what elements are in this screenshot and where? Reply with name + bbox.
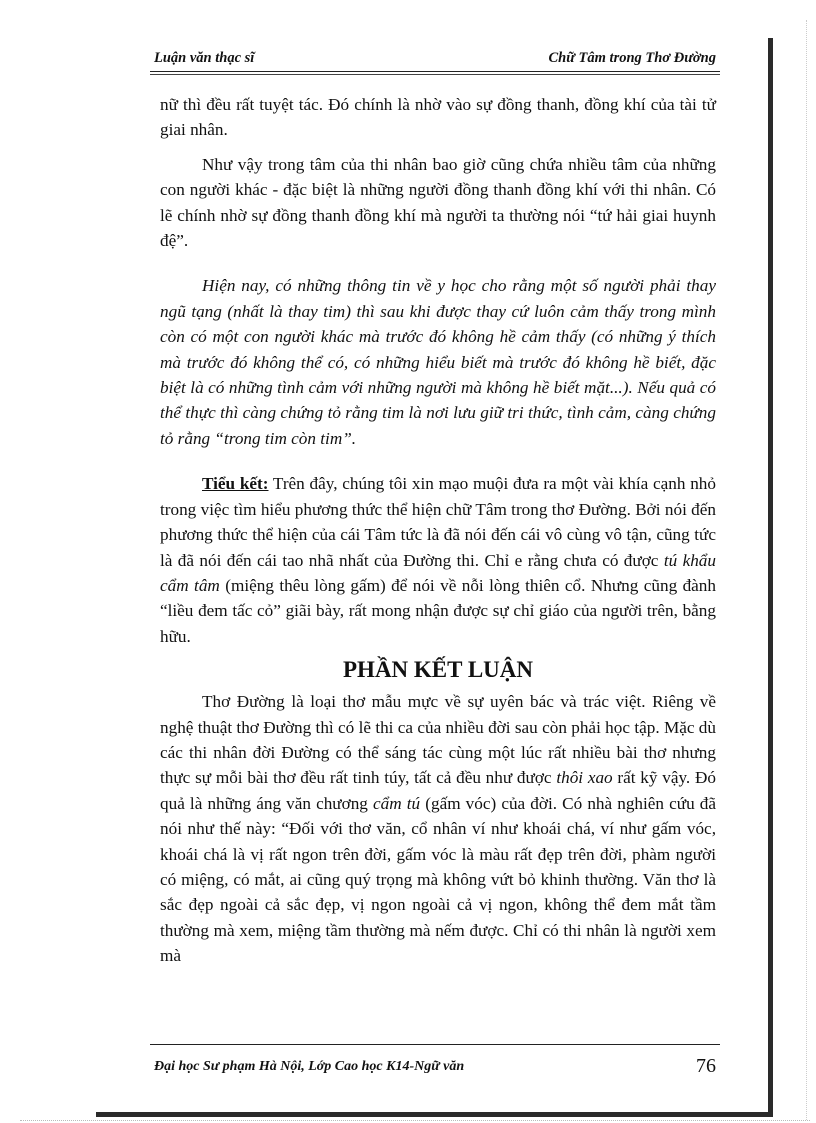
summary-text-b: (miệng thêu lòng gấm) để nói về nỗi lòng thiên cổ. Nhưng cũng đành “liều đem tấc cỏ” giãi bày, rất mong nhận được sự chỉ giáo của người trên, bằng hữu. [160, 575, 716, 646]
header-left-title: Luận văn thạc sĩ [154, 50, 255, 66]
conclusion-italic-thoi-xao: thôi xao [556, 768, 613, 788]
summary-label: Tiểu kết: [202, 474, 269, 494]
paragraph-medical-note: Hiện nay, có những thông tin về y học cho rằng một số người phải thay ngũ tạng (nhất là thay tim) thì sau khi được thay cứ luôn cảm thấy trong mình còn có một con người khác mà trước đó không hề cảm thấy (có những ý thích mà trước đó không thể có, có những hiểu biết mà trước đó không hề biết, đặc biệt là có những tình cảm với những người mà không hề biết mặt...). Nếu quả có thể thực thì càng chứng tỏ rằng tim là nơi lưu giữ tri thức, tình cảm, càng chứng tỏ rằng “trong tim còn tim”. [160, 276, 716, 448]
conclusion-text-b: rất kỹ vậy. Đó quả là những áng văn chương [160, 768, 716, 813]
paragraph-summary [160, 471, 716, 649]
page-border-shadow-bottom [96, 1112, 773, 1117]
page-body [160, 92, 716, 969]
conclusion-text-a: Thơ Đường là loại thơ mẫu mực về sự uyên bác và trác việt. Riêng về nghệ thuật thơ Đường thì có lẽ thi ca của nhiều đời sau còn phải học tập. Mặc dù các thi nhân đời Đường có thể sáng tác cùng một lúc rất nhiều bài thơ nhưng thực sự mỗi bài thơ đều rất tinh túy, tất cả đều như được [160, 692, 716, 788]
page-header [150, 46, 720, 70]
header-right-title: Chữ Tâm trong Thơ Đường [548, 50, 716, 66]
section-title: PHẦN KẾT LUẬN [343, 657, 533, 683]
footer-institution: Đại học Sư phạm Hà Nội, Lớp Cao học K14-Ngữ văn [154, 1059, 465, 1074]
summary-text-a: Trên đây, chúng tôi xin mạo muội đưa ra một vài khía cạnh nhỏ trong việc tìm hiểu phương thức thể hiện chữ Tâm trong thơ Đường. Bởi nói đến phương thức thể hiện của cái Tâm tức là đã nói đến cái vô cùng vô tận, cũng tức là đã nói đến cái tao nhã nhất của Đường thi. Chỉ e rằng chưa có được [160, 474, 716, 570]
paragraph-continuation: nữ thì đều rất tuyệt tác. Đó chính là nhờ vào sự đồng thanh, đồng khí của tài tử giai nhân. [160, 95, 716, 140]
footer-rule [150, 1044, 720, 1045]
page-edge-dotted-right [806, 20, 807, 1120]
page-edge-dotted-bottom [20, 1120, 810, 1121]
paragraph-conclusion [160, 689, 716, 968]
conclusion-italic-cam-tu: cẩm tú [373, 793, 421, 813]
conclusion-text-c: (gấm vóc) của đời. Có nhà nghiên cứu đã nói như thế này: “Đối với thơ văn, cổ nhân ví như khoái chá, ví như gấm vóc, khoái chá là vị rất ngon trên đời, gấm vóc là màu rất đẹp trên đời, phàm người có miệng, có mắt, ai cũng quý trọng mà không vứt bỏ khinh thường. Văn thơ là sắc đẹp ngoài cả sắc đẹp, vị ngon ngoài cả vị ngon, không thể đem mắt tầm thường mà xem, miệng tầm thường mà nếm được. Chỉ có thi nhân là người xem mà [160, 793, 716, 966]
summary-italic-phrase: tú khẩu cẩm tâm [160, 550, 716, 595]
page-footer [150, 1053, 720, 1083]
page-number: 76 [696, 1055, 716, 1077]
page-border-shadow-right [768, 38, 773, 1116]
paragraph-heart-of-poet: Như vậy trong tâm của thi nhân bao giờ cũng chứa nhiều tâm của những con người khác - đặc biệt là những người đồng thanh đồng khí với thi nhân. Có lẽ chính nhờ sự đồng thanh đồng khí mà người ta thường nói “tứ hải giai huynh đệ”. [160, 154, 716, 251]
header-rule [150, 71, 720, 72]
header-rule-thin [150, 74, 720, 75]
